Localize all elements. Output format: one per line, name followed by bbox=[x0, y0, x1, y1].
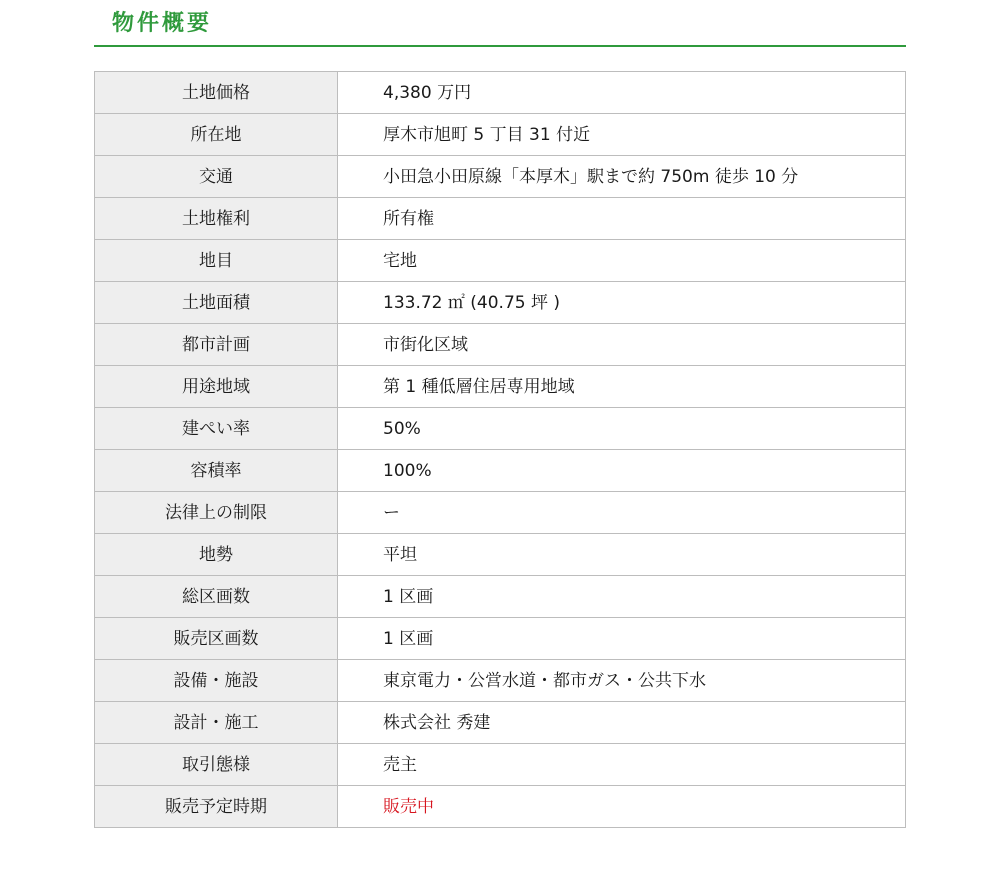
row-value-land-rights: 所有権 bbox=[338, 198, 906, 240]
table-row bbox=[95, 198, 906, 240]
table-row bbox=[95, 450, 906, 492]
table-row bbox=[95, 618, 906, 660]
row-value-zoning: 第 1 種低層住居専用地域 bbox=[338, 366, 906, 408]
table-row bbox=[95, 72, 906, 114]
row-value-location: 厚木市旭町 5 丁目 31 付近 bbox=[338, 114, 906, 156]
row-value-terrain: 平坦 bbox=[338, 534, 906, 576]
table-row bbox=[95, 156, 906, 198]
row-label-transaction-type: 取引態様 bbox=[95, 744, 338, 786]
section-header bbox=[94, 0, 906, 47]
row-value-land-category: 宅地 bbox=[338, 240, 906, 282]
row-label-legal-restrictions: 法律上の制限 bbox=[95, 492, 338, 534]
row-label-land-rights: 土地権利 bbox=[95, 198, 338, 240]
table-row bbox=[95, 534, 906, 576]
row-value-lots-for-sale: 1 区画 bbox=[338, 618, 906, 660]
row-label-access: 交通 bbox=[95, 156, 338, 198]
row-value-transaction-type: 売主 bbox=[338, 744, 906, 786]
row-label-lots-for-sale: 販売区画数 bbox=[95, 618, 338, 660]
row-value-city-planning: 市街化区域 bbox=[338, 324, 906, 366]
table-row bbox=[95, 744, 906, 786]
row-value-sale-schedule: 販売中 bbox=[338, 786, 906, 828]
table-row bbox=[95, 366, 906, 408]
row-label-sale-schedule: 販売予定時期 bbox=[95, 786, 338, 828]
row-label-zoning: 用途地域 bbox=[95, 366, 338, 408]
row-label-land-area: 土地面積 bbox=[95, 282, 338, 324]
row-value-land-area: 133.72 ㎡ (40.75 坪 ) bbox=[338, 282, 906, 324]
row-value-access: 小田急小田原線「本厚木」駅まで約 750m 徒歩 10 分 bbox=[338, 156, 906, 198]
page-title: 物件概要 bbox=[112, 11, 213, 36]
row-label-location: 所在地 bbox=[95, 114, 338, 156]
table-row bbox=[95, 492, 906, 534]
row-value-total-lots: 1 区画 bbox=[338, 576, 906, 618]
row-value-land-price: 4,380 万円 bbox=[338, 72, 906, 114]
property-summary-table bbox=[94, 71, 906, 828]
row-label-floor-area-ratio: 容積率 bbox=[95, 450, 338, 492]
row-value-building-coverage: 50% bbox=[338, 408, 906, 450]
row-label-land-category: 地目 bbox=[95, 240, 338, 282]
table-row bbox=[95, 660, 906, 702]
row-label-city-planning: 都市計画 bbox=[95, 324, 338, 366]
table-row bbox=[95, 786, 906, 828]
table-row bbox=[95, 240, 906, 282]
row-value-design-construction: 株式会社 秀建 bbox=[338, 702, 906, 744]
row-value-facilities: 東京電力・公営水道・都市ガス・公共下水 bbox=[338, 660, 906, 702]
row-label-land-price: 土地価格 bbox=[95, 72, 338, 114]
table-row bbox=[95, 324, 906, 366]
row-label-building-coverage: 建ぺい率 bbox=[95, 408, 338, 450]
row-value-floor-area-ratio: 100% bbox=[338, 450, 906, 492]
table-row bbox=[95, 576, 906, 618]
table-row bbox=[95, 114, 906, 156]
table-row bbox=[95, 702, 906, 744]
row-label-total-lots: 総区画数 bbox=[95, 576, 338, 618]
table-row bbox=[95, 408, 906, 450]
row-label-terrain: 地勢 bbox=[95, 534, 338, 576]
row-label-facilities: 設備・施設 bbox=[95, 660, 338, 702]
row-label-design-construction: 設計・施工 bbox=[95, 702, 338, 744]
row-value-legal-restrictions: ー bbox=[338, 492, 906, 534]
table-row bbox=[95, 282, 906, 324]
